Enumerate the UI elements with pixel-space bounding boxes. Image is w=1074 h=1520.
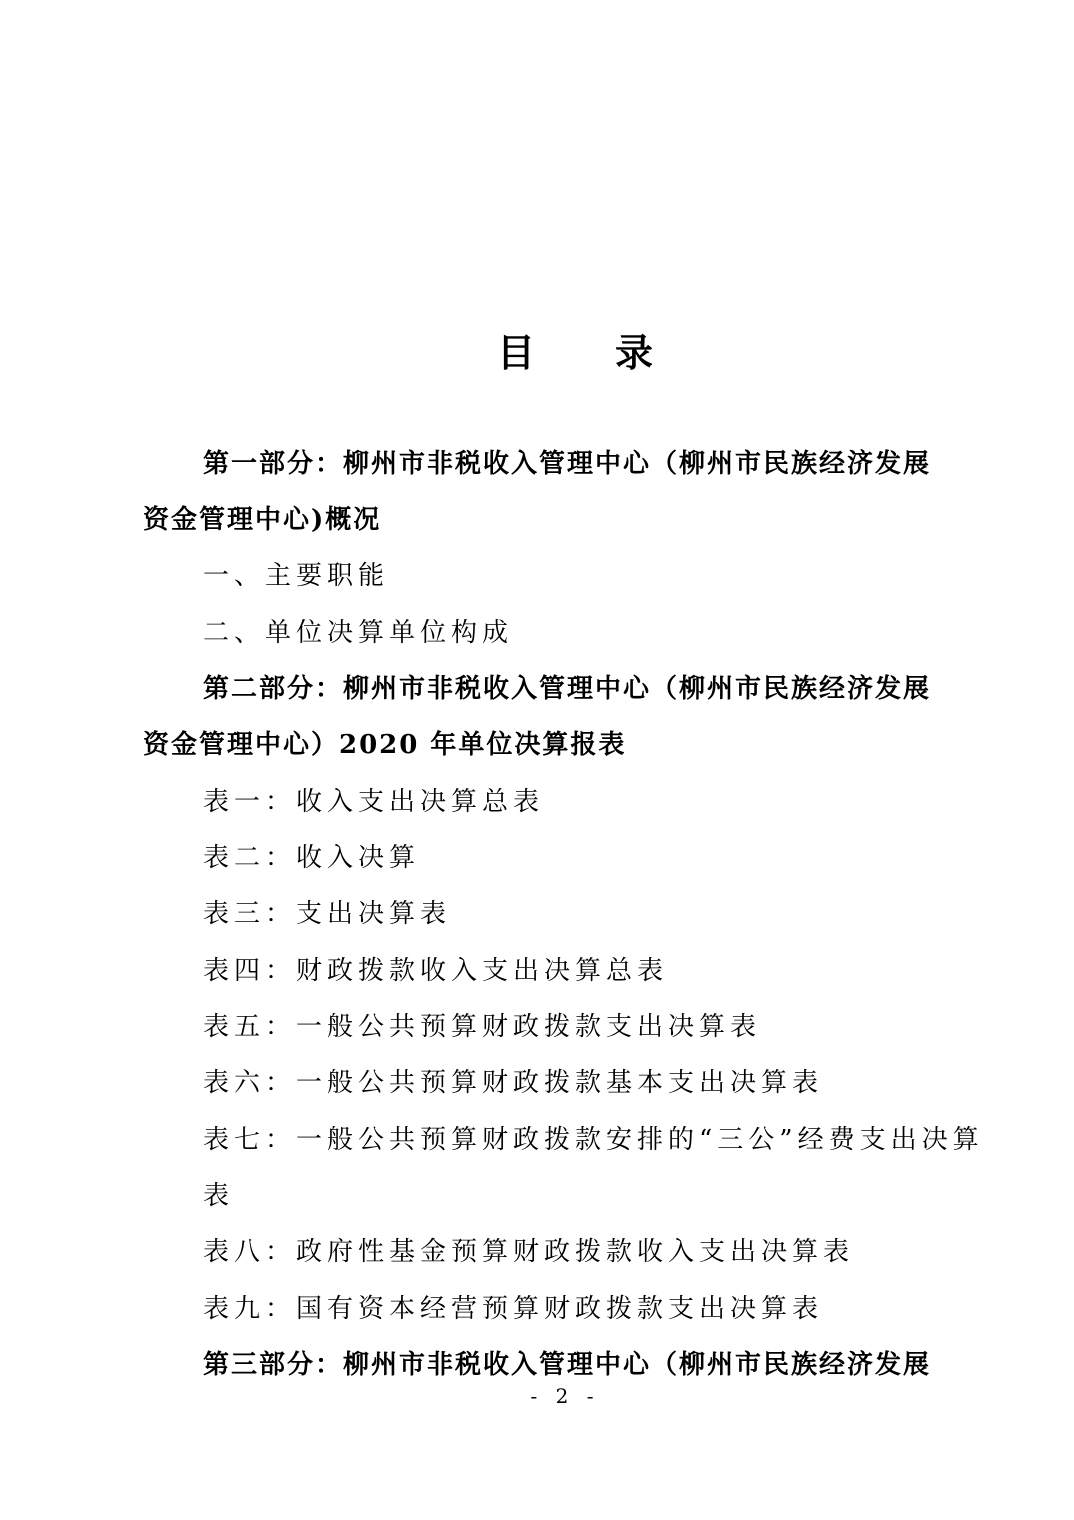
toc-part2-item-7: 表七：一般公共预算财政拨款安排的“三公”经费支出决算 (203, 1125, 984, 1155)
title-char-2: 录 (615, 330, 654, 375)
toc-part2-item-4: 表四：财政拨款收入支出决算总表 (203, 956, 669, 986)
toc-part2-item-1: 表一：收入支出决算总表 (203, 787, 545, 817)
toc-part2-heading-line1: 第二部分：柳州市非税收入管理中心（柳州市民族经济发展 (203, 674, 932, 704)
page-title (0, 322, 1074, 377)
toc-part1-item-2: 二、单位决算单位构成 (203, 618, 514, 648)
toc-part1-item-1: 一、主要职能 (203, 561, 390, 591)
toc-part2-item-2: 表二：收入决算 (203, 843, 421, 873)
page-number: - 2 - (530, 1384, 600, 1408)
toc-part3-heading-line1: 第三部分：柳州市非税收入管理中心（柳州市民族经济发展 (203, 1350, 932, 1380)
title-char-1: 目 (496, 330, 535, 375)
toc-part2-item-7-continued: 表 (203, 1181, 235, 1211)
toc-part2-heading-line2: 资金管理中心）2020 年单位决算报表 (143, 730, 627, 760)
toc-part2-item-9: 表九：国有资本经营预算财政拨款支出决算表 (203, 1294, 824, 1324)
toc-part1-heading-line2: 资金管理中心)概况 (143, 505, 382, 535)
toc-part2-item-3: 表三：支出决算表 (203, 899, 452, 929)
toc-part2-item-5: 表五：一般公共预算财政拨款支出决算表 (203, 1012, 762, 1042)
toc-part2-item-8: 表八：政府性基金预算财政拨款收入支出决算表 (203, 1237, 855, 1267)
toc-part2-item-6: 表六：一般公共预算财政拨款基本支出决算表 (203, 1068, 824, 1098)
toc-part1-heading-line1: 第一部分：柳州市非税收入管理中心（柳州市民族经济发展 (203, 449, 932, 479)
